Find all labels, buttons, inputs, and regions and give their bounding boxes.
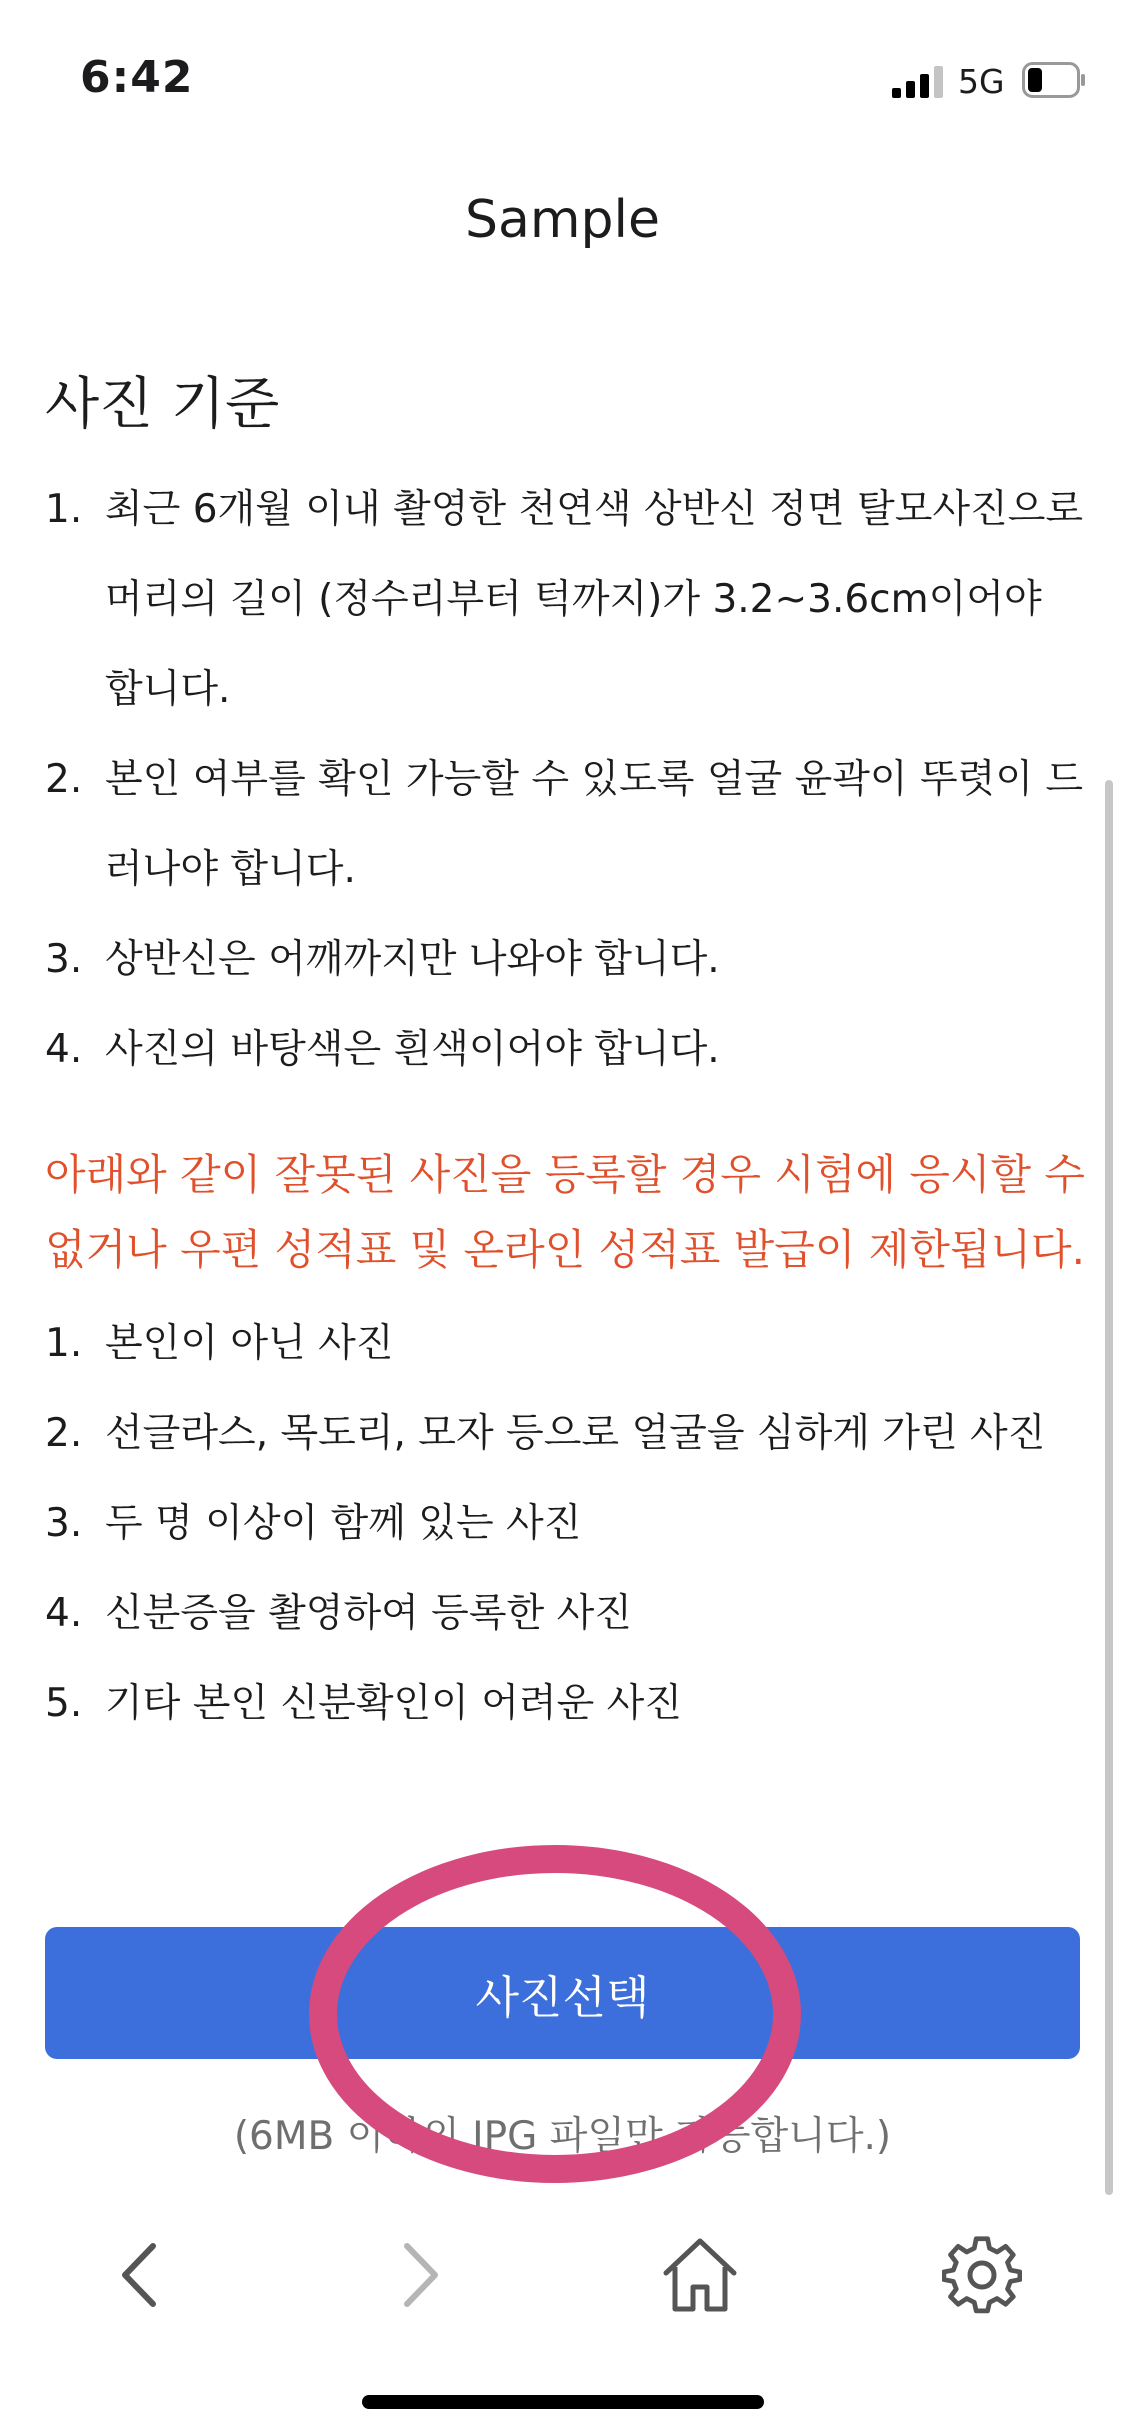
guideline-item xyxy=(45,735,1085,915)
settings-button[interactable] xyxy=(937,2230,1027,2320)
back-button[interactable] xyxy=(95,2230,185,2320)
chevron-right-icon xyxy=(395,2240,445,2310)
gear-icon xyxy=(942,2235,1022,2315)
chevron-left-icon xyxy=(115,2240,165,2310)
item-number: 1. xyxy=(45,487,83,532)
bad-photo-item xyxy=(45,1299,1085,1389)
item-text: 본인이 아닌 사진 xyxy=(105,1321,394,1366)
content xyxy=(45,365,1085,1749)
item-text: 신분증을 촬영하여 등록한 사진 xyxy=(105,1591,632,1636)
item-number: 4. xyxy=(45,1027,83,1072)
section-heading: 사진 기준 xyxy=(45,372,280,437)
network-type: 5G xyxy=(958,62,1005,101)
item-text: 선글라스, 목도리, 모자 등으로 얼굴을 심하게 가린 사진 xyxy=(105,1411,1046,1456)
item-number: 3. xyxy=(45,1501,83,1546)
bad-photo-item xyxy=(45,1659,1085,1749)
signal-icon xyxy=(892,66,946,98)
item-text: 최근 6개월 이내 촬영한 천연색 상반신 정면 탈모사진으로 머리의 길이 (정수리부터 턱까지)가 3.2~3.6cm이어야 합니다. xyxy=(105,487,1084,712)
home-button[interactable] xyxy=(655,2230,745,2320)
item-text: 상반신은 어깨까지만 나와야 합니다. xyxy=(105,937,720,982)
item-text: 기타 본인 신분확인이 어려운 사진 xyxy=(105,1681,683,1726)
item-text: 사진의 바탕색은 흰색이어야 합니다. xyxy=(105,1027,720,1072)
guideline-item xyxy=(45,465,1085,735)
guideline-list xyxy=(45,465,1085,1095)
item-text: 본인 여부를 확인 가능할 수 있도록 얼굴 윤곽이 뚜렷이 드러나야 합니다. xyxy=(105,757,1084,892)
guideline-item xyxy=(45,1005,1085,1095)
bad-photo-item xyxy=(45,1479,1085,1569)
item-number: 5. xyxy=(45,1681,83,1726)
item-number: 2. xyxy=(45,1411,83,1456)
item-number: 2. xyxy=(45,757,83,802)
file-size-note: (6MB 이하의 JPG 파일만 가능합니다.) xyxy=(233,2114,892,2159)
home-indicator[interactable] xyxy=(362,2395,764,2409)
item-number: 4. xyxy=(45,1591,83,1636)
status-time: 6:42 xyxy=(80,52,194,103)
forward-button[interactable] xyxy=(375,2230,465,2320)
page-title: Sample xyxy=(465,190,660,250)
item-number: 3. xyxy=(45,937,83,982)
scrollbar[interactable] xyxy=(1105,780,1113,2195)
home-icon xyxy=(660,2235,740,2315)
warning-text: 아래와 같이 잘못된 사진을 등록할 경우 시험에 응시할 수 없거나 우편 성적표 및 온라인 성적표 발급이 제한됩니다. xyxy=(45,1150,1085,1274)
bad-photo-item xyxy=(45,1389,1085,1479)
item-number: 1. xyxy=(45,1321,83,1366)
status-bar xyxy=(0,0,1125,150)
bad-photo-item xyxy=(45,1569,1085,1659)
select-photo-button[interactable]: 사진선택 xyxy=(45,1927,1080,2059)
bad-photo-list xyxy=(45,1299,1085,1749)
item-text: 두 명 이상이 함께 있는 사진 xyxy=(105,1501,582,1546)
guideline-item xyxy=(45,915,1085,1005)
bottom-nav xyxy=(0,2210,1125,2330)
battery-icon xyxy=(1022,62,1086,98)
